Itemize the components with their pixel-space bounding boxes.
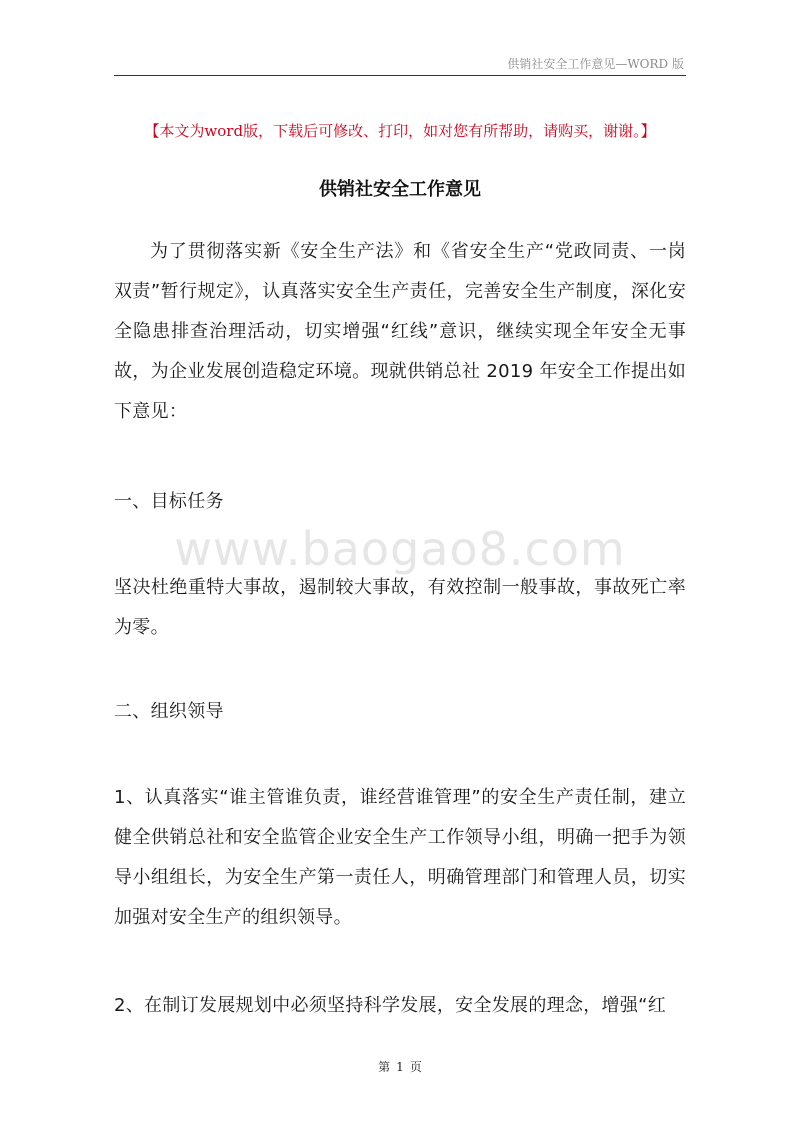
section-heading-organization: 二、组织领导 <box>114 701 224 722</box>
page-number: 1 <box>396 1060 404 1074</box>
item-1-paragraph: 1、认真落实“谁主管谁负责，谁经营谁管理”的安全生产责任制，建立健全供销总社和安全监管企业安全生产工作领导小组，明确一把手为领导小组组长，为安全生产第一责任人，明确管理部门和管理人员，切实加强对安全生产的组织领导。 <box>114 787 686 928</box>
page-footer <box>0 1058 800 1075</box>
watermark: www.baogao8.com <box>174 522 626 576</box>
goals-paragraph: 坚决杜绝重特大事故，遏制较大事故，有效控制一般事故，事故死亡率为零。 <box>114 577 686 638</box>
intro-paragraph: 为了贯彻落实新《安全生产法》和《省安全生产“党政同责、一岗双责”暂行规定》，认真落实安全生产责任，完善安全生产制度，深化安全隐患排查治理活动，切实增强“红线”意识，继续实现全年安全无事故，为企业发展创造稳定环境。现就供销总社 2019 年安全工作提出如下意见： <box>114 241 686 422</box>
document-title: 供销社安全工作意见 <box>319 179 481 200</box>
item-2-paragraph: 2、在制订发展规划中必须坚持科学发展，安全发展的理念，增强“红 <box>114 995 667 1016</box>
purchase-notice: 【本文为word版，下载后可修改、打印，如对您有所帮助，请购买，谢谢。】 <box>144 122 656 140</box>
header-divider <box>114 75 686 76</box>
running-header: 供销社安全工作意见—WORD 版 <box>507 57 684 71</box>
section-heading-goals: 一、目标任务 <box>114 491 224 512</box>
footer-suffix: 页 <box>409 1060 422 1074</box>
footer-prefix: 第 <box>378 1060 391 1074</box>
